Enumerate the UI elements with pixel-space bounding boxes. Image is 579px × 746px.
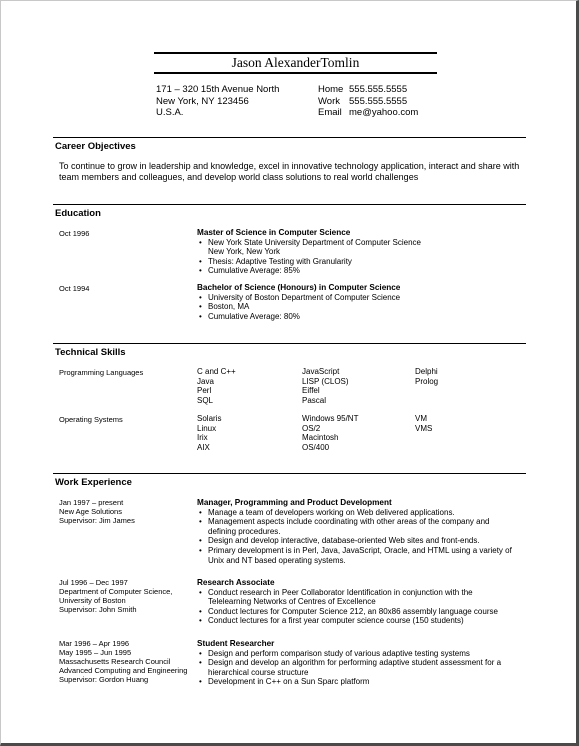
job-meta-line: May 1995 – Jun 1995 xyxy=(59,648,132,657)
skill-item: Java xyxy=(197,376,214,386)
job-role: Manager, Programming and Product Development xyxy=(197,498,392,507)
job-entry xyxy=(197,578,515,626)
list-item: • Conduct research in Peer Collaborator Identification in conjunction with the Telelearning Networks of Centres of Excellence xyxy=(197,588,515,607)
candidate-name: Jason AlexanderTomlin xyxy=(154,52,437,74)
contact-label: Work xyxy=(318,95,340,107)
career-objective-text: To continue to grow in leadership and knowledge, excel in innovative technology application, interact and share with team members and colleagues, and develop world class solutions to real world challenges xyxy=(59,161,520,182)
skill-item: Pascal xyxy=(302,395,327,405)
skill-item: JavaScript xyxy=(302,367,340,376)
skill-column xyxy=(197,367,236,405)
job-meta-line: Jan 1997 – present xyxy=(59,498,124,507)
section-title-skills: Technical Skills xyxy=(55,347,126,358)
job-meta-line: Department of Computer Science, xyxy=(59,587,173,596)
list-item: • New York State University Department of Computer Science New York, New York xyxy=(197,238,437,257)
skill-item: LISP (CLOS) xyxy=(302,376,349,386)
address-line: 171 – 320 15th Avenue North xyxy=(156,84,280,95)
job-entry xyxy=(197,639,515,687)
skill-item: SQL xyxy=(197,395,214,405)
degree-title: Bachelor of Science (Honours) in Computer Science xyxy=(197,283,401,292)
section-title-work: Work Experience xyxy=(55,477,132,488)
job-meta-line: Mar 1996 – Apr 1996 xyxy=(59,639,130,648)
skill-group-label: Programming Languages xyxy=(59,368,144,377)
job-meta xyxy=(59,498,135,525)
job-meta-line: Supervisor: John Smith xyxy=(59,605,137,614)
job-meta-line: New Age Solutions xyxy=(59,507,122,516)
list-item: • Cumulative Average: 80% xyxy=(197,312,457,322)
education-entry xyxy=(197,228,437,276)
job-meta xyxy=(59,639,187,684)
list-item: • Primary development is in Perl, Java, JavaScript, Oracle, and HTML using a variety of Unix and NT based operating systems. xyxy=(197,546,515,565)
skill-item: Solaris xyxy=(197,414,222,423)
contact-home xyxy=(318,84,418,96)
job-meta-line: Jul 1996 – Dec 1997 xyxy=(59,578,128,587)
skill-column xyxy=(197,414,221,452)
education-date: Oct 1994 xyxy=(59,284,90,293)
contact-label: Home xyxy=(318,84,344,95)
list-item: • Design and develop an algorithm for performing adaptive student assessment for a hierarchical course structure xyxy=(197,658,515,677)
job-meta xyxy=(59,578,172,614)
contact-value: me@yahoo.com xyxy=(349,107,419,118)
skill-item: Irix xyxy=(197,433,208,443)
job-meta-line: Supervisor: Jim James xyxy=(59,516,135,525)
address-line: U.S.A. xyxy=(156,107,184,118)
skill-item: Linux xyxy=(197,423,217,433)
education-entry xyxy=(197,283,457,321)
address-line: New York, NY 123456 xyxy=(156,95,249,107)
list-item: • Thesis: Adaptive Testing with Granularity xyxy=(197,257,437,267)
skill-column xyxy=(415,367,438,386)
list-item: • Manage a team of developers working on Web delivered applications. xyxy=(197,508,515,518)
list-item: • Conduct lectures for a first year computer science course (150 students) xyxy=(197,616,515,626)
skill-item: VM xyxy=(415,414,427,423)
job-role: Research Associate xyxy=(197,578,275,587)
skill-item: C and C++ xyxy=(197,367,236,376)
job-meta-line: Massachusetts Research Council xyxy=(59,657,171,666)
skill-column xyxy=(415,414,432,433)
degree-title: Master of Science in Computer Science xyxy=(197,228,351,237)
skill-item: AIX xyxy=(197,442,210,452)
skill-item: Eiffel xyxy=(302,386,320,396)
list-item: • Development in C++ on a Sun Sparc platform xyxy=(197,677,515,687)
list-item: • Design and perform comparison study of various adaptive testing systems xyxy=(197,649,515,659)
contact-label: Email xyxy=(318,107,342,118)
contact-value: 555.555.5555 xyxy=(349,95,408,107)
job-meta-line: University of Boston xyxy=(59,596,126,605)
contact-block xyxy=(318,84,418,119)
contact-work xyxy=(318,96,418,108)
skill-item: OS/2 xyxy=(302,423,321,433)
list-item: • Management aspects include coordinating with other areas of the company and defining procedures. xyxy=(197,517,515,536)
list-item: • Cumulative Average: 85% xyxy=(197,266,437,276)
section-divider xyxy=(53,204,526,205)
job-meta-line: Advanced Computing and Engineering xyxy=(59,666,188,675)
education-date: Oct 1996 xyxy=(59,229,90,238)
section-divider xyxy=(53,343,526,344)
list-item: • Boston, MA xyxy=(197,302,457,312)
list-item: • Design and develop interactive, database-oriented Web sites and front-ends. xyxy=(197,536,515,546)
skill-item: OS/400 xyxy=(302,442,330,452)
section-title-career: Career Objectives xyxy=(55,141,136,152)
skill-column xyxy=(302,414,358,452)
skill-item: Delphi xyxy=(415,367,438,376)
skill-item: Prolog xyxy=(415,376,439,386)
skill-item: Macintosh xyxy=(302,433,339,443)
section-divider xyxy=(53,137,526,138)
list-item: • University of Boston Department of Computer Science xyxy=(197,293,457,303)
contact-value: 555.555.5555 xyxy=(349,84,408,95)
job-entry xyxy=(197,498,515,565)
contact-email xyxy=(318,107,418,119)
job-meta-line: Supervisor: Gordon Huang xyxy=(59,675,149,684)
skill-item: VMS xyxy=(415,423,433,433)
address-block xyxy=(156,84,279,119)
skill-item: Windows 95/NT xyxy=(302,414,359,423)
job-role: Student Researcher xyxy=(197,639,275,648)
skill-group-label: Operating Systems xyxy=(59,415,123,424)
skill-item: Perl xyxy=(197,386,212,396)
section-divider xyxy=(53,473,526,474)
section-title-education: Education xyxy=(55,208,101,219)
list-item: • Conduct lectures for Computer Science 212, an 80x86 assembly language course xyxy=(197,607,515,617)
skill-column xyxy=(302,367,349,405)
